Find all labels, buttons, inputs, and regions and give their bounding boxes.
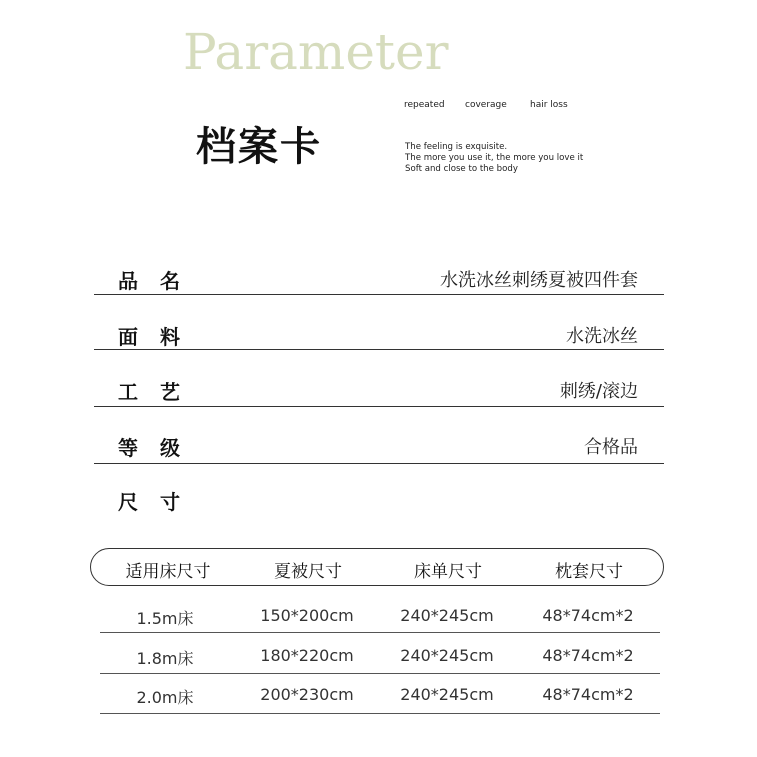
spec-label: 尺寸 [118,490,202,514]
tag-repeated: repeated [404,100,445,110]
table-cell: 200*230cm [260,685,354,704]
column-header: 适用床尺寸 [125,562,211,582]
divider [94,463,664,464]
divider [94,294,664,295]
table-cell: 240*245cm [400,685,494,704]
tagline-line: Soft and close to the body [405,164,518,174]
spec-value: 合格品 [584,437,638,458]
table-cell: 240*245cm [400,606,494,625]
tagline [405,142,583,175]
spec-row-craft [94,368,664,424]
spec-value: 刺绣/滚边 [559,381,638,402]
divider [94,349,664,350]
column-header: 夏被尺寸 [274,562,342,582]
table-cell: 1.8m床 [136,649,194,668]
spec-row-grade [94,424,664,480]
divider [100,713,660,714]
spec-value: 水洗冰丝 [566,326,638,347]
divider [100,673,660,674]
spec-row-size [94,478,664,534]
spec-label: 等级 [118,436,202,460]
table-cell: 150*200cm [260,606,354,625]
spec-label: 面料 [118,325,202,349]
table-row [90,675,664,713]
table-cell: 48*74cm*2 [542,685,634,704]
table-row [90,636,664,674]
spec-label: 工艺 [118,380,202,404]
tagline-line: The more you use it, the more you love it [405,153,584,163]
divider [94,406,664,407]
divider [100,632,660,633]
column-header: 床单尺寸 [414,562,482,582]
tagline-line: The feeling is exquisite. [405,142,508,152]
table-cell: 48*74cm*2 [542,646,634,665]
spec-row-fabric [94,313,664,369]
parameter-heading: Parameter [183,23,449,81]
spec-label: 品名 [118,269,202,293]
column-header: 枕套尺寸 [555,562,623,582]
tag-coverage: coverage [465,100,507,110]
size-table-header [90,548,664,586]
table-cell: 1.5m床 [136,609,194,628]
table-cell: 2.0m床 [136,688,194,707]
spec-value: 水洗冰丝刺绣夏被四件套 [440,270,638,291]
tag-hair-loss: hair loss [530,100,568,110]
table-cell: 48*74cm*2 [542,606,634,625]
table-cell: 180*220cm [260,646,354,665]
table-row [90,596,664,634]
table-cell: 240*245cm [400,646,494,665]
page-title: 档案卡 [196,124,322,170]
spec-row-product-name [94,257,664,313]
